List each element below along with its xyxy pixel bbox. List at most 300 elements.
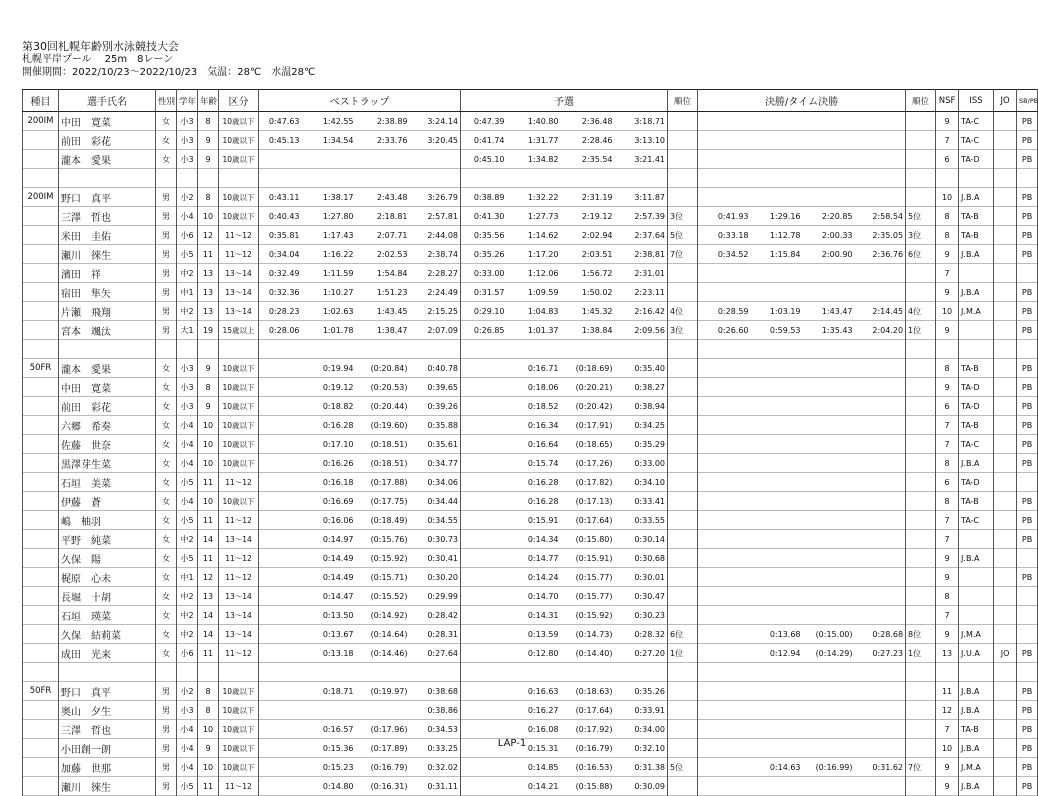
jo-cell: [994, 758, 1017, 777]
prelim-rank-cell: [668, 682, 698, 701]
bestlap-split-3: (0:15.76): [370, 534, 408, 544]
event-cell: 200IM: [23, 188, 59, 207]
bestlap-split-2: 0:14.80: [322, 781, 354, 791]
grade-cell: [177, 169, 198, 188]
bestlap-time: [410, 169, 461, 188]
sbpb-cell: [1017, 473, 1038, 492]
prelim-split-2: 1:32.22: [527, 192, 559, 202]
bestlap-time: 2:38.74: [410, 245, 461, 264]
final-time: 2:58.54: [855, 207, 906, 226]
jo-cell: [994, 226, 1017, 245]
iss-cell: J.M.A: [959, 302, 994, 321]
bestlap-time: 0:35.88: [410, 416, 461, 435]
grade-cell: 小6: [177, 226, 198, 245]
prelim-split-3: 2:36.48: [581, 116, 613, 126]
event-cell: [23, 340, 59, 359]
age-cell: 14: [198, 606, 219, 625]
jo-cell: [994, 720, 1017, 739]
name-cell: 梶原 心未: [59, 568, 156, 587]
table-row: [23, 777, 1038, 796]
category-cell: 10歳以下: [219, 150, 259, 169]
name-cell: 中田 寛菜: [59, 112, 156, 131]
prelim-time: 0:34.10: [615, 473, 668, 492]
iss-cell: J.B.A: [959, 188, 994, 207]
document-header: [22, 40, 315, 79]
final-split-1: 0:28.59: [698, 302, 751, 321]
sbpb-cell: PB: [1017, 530, 1038, 549]
prelim-split-3: (0:15.91): [575, 553, 613, 563]
bestlap-split-2: 1:42.55: [322, 116, 354, 126]
jo-cell: [994, 625, 1017, 644]
category-cell: 10歳以下: [219, 188, 259, 207]
age-cell: [198, 663, 219, 682]
name-cell: 三澤 哲也: [59, 720, 156, 739]
prelim-split-1: 0:47.39: [461, 112, 507, 131]
iss-cell: J.B.A: [959, 701, 994, 720]
final-split-2: [751, 131, 803, 150]
final-time: [855, 416, 906, 435]
prelim-split-1: [461, 378, 507, 397]
prelim-time: 0:35.26: [615, 682, 668, 701]
sbpb-cell: [1017, 340, 1038, 359]
prelim-rank-cell: [668, 169, 698, 188]
sex-cell: [156, 340, 177, 359]
nsf-cell: 9: [936, 245, 959, 264]
final-split-2: [751, 511, 803, 530]
final-time: 0:27.23: [855, 644, 906, 663]
final-split-2: [751, 606, 803, 625]
final-rank-cell: [906, 264, 936, 283]
name-cell: 野口 真平: [59, 188, 156, 207]
final-split-1: [698, 777, 751, 796]
prelim-time: [615, 340, 668, 359]
final-split-3: [803, 530, 855, 549]
name-cell: 瀧本 愛果: [59, 150, 156, 169]
bestlap-time: 0:34.77: [410, 454, 461, 473]
nsf-cell: 7: [936, 530, 959, 549]
sbpb-cell: PB: [1017, 188, 1038, 207]
bestlap-split-3: [356, 150, 410, 169]
table-row: [23, 131, 1038, 150]
iss-cell: J.B.A: [959, 777, 994, 796]
bestlap-split-2: 0:14.49: [322, 572, 354, 582]
iss-cell: TA-C: [959, 112, 994, 131]
nsf-cell: [936, 663, 959, 682]
prelim-split-2: [507, 169, 561, 188]
prelim-time: 0:30.23: [615, 606, 668, 625]
bestlap-time: [410, 663, 461, 682]
prelim-split-1: 0:26.85: [461, 321, 507, 340]
bestlap-split-3: [356, 340, 410, 359]
bestlap-split-1: [259, 435, 302, 454]
bestlap-split-1: [259, 473, 302, 492]
age-cell: 9: [198, 150, 219, 169]
grade-cell: 小5: [177, 245, 198, 264]
grade-cell: 中1: [177, 568, 198, 587]
sex-cell: 男: [156, 207, 177, 226]
event-cell: [23, 663, 59, 682]
prelim-rank-cell: 5位: [668, 226, 698, 245]
bestlap-time: 3:20.45: [410, 131, 461, 150]
category-cell: 10歳以下: [219, 492, 259, 511]
prelim-split-2: 0:15.91: [527, 515, 559, 525]
final-time: 0:31.62: [855, 758, 906, 777]
grade-cell: 小3: [177, 397, 198, 416]
iss-cell: TA-C: [959, 435, 994, 454]
final-split-3: [803, 473, 855, 492]
final-split-1: [698, 492, 751, 511]
prelim-split-1: 0:31.57: [461, 283, 507, 302]
sbpb-cell: PB: [1017, 720, 1038, 739]
grade-cell: 小4: [177, 207, 198, 226]
age-cell: 8: [198, 188, 219, 207]
bestlap-time: 0:27.64: [410, 644, 461, 663]
name-cell: 加藤 世那: [59, 758, 156, 777]
prelim-rank-cell: 3位: [668, 321, 698, 340]
nsf-cell: 9: [936, 625, 959, 644]
prelim-split-2: 1:31.77: [527, 135, 559, 145]
bestlap-time: 0:34.06: [410, 473, 461, 492]
final-rank-cell: 6位: [906, 245, 936, 264]
table-row: [23, 606, 1038, 625]
prelim-split-2: 0:16.71: [527, 363, 559, 373]
col-bestlap: ベストラップ: [259, 90, 461, 112]
name-cell: 佐藤 世奈: [59, 435, 156, 454]
age-cell: 10: [198, 454, 219, 473]
bestlap-split-1: 0:43.11: [259, 188, 302, 207]
name-cell: 中田 寛菜: [59, 378, 156, 397]
nsf-cell: 8: [936, 492, 959, 511]
final-split-2: 1:12.78: [769, 230, 801, 240]
table-row: [23, 416, 1038, 435]
prelim-rank-cell: [668, 568, 698, 587]
col-final-rank: 順位: [906, 90, 936, 112]
age-cell: 9: [198, 359, 219, 378]
final-time: [855, 131, 906, 150]
category-cell: 10歳以下: [219, 454, 259, 473]
grade-cell: 小3: [177, 131, 198, 150]
bestlap-split-1: [259, 169, 302, 188]
jo-cell: [994, 302, 1017, 321]
final-time: [855, 682, 906, 701]
final-rank-cell: [906, 473, 936, 492]
prelim-time: 0:33.41: [615, 492, 668, 511]
final-split-2: [751, 169, 803, 188]
sex-cell: 男: [156, 283, 177, 302]
final-split-1: [698, 663, 751, 682]
sex-cell: 男: [156, 739, 177, 758]
jo-cell: [994, 321, 1017, 340]
final-split-1: [698, 606, 751, 625]
prelim-rank-cell: [668, 150, 698, 169]
prelim-split-3: [561, 340, 615, 359]
prelim-split-1: [461, 492, 507, 511]
final-split-2: [751, 454, 803, 473]
bestlap-split-3: 1:38.47: [376, 325, 408, 335]
bestlap-split-2: 0:18.82: [322, 401, 354, 411]
bestlap-split-3: (0:16.31): [370, 781, 408, 791]
grade-cell: 小5: [177, 473, 198, 492]
final-split-1: [698, 340, 751, 359]
nsf-cell: 8: [936, 454, 959, 473]
final-split-2: [751, 777, 803, 796]
iss-cell: TA-B: [959, 416, 994, 435]
prelim-split-3: (0:15.88): [575, 781, 613, 791]
sex-cell: 男: [156, 682, 177, 701]
nsf-cell: 8: [936, 226, 959, 245]
age-cell: 11: [198, 777, 219, 796]
category-cell: 10歳以下: [219, 739, 259, 758]
bestlap-time: 0:30.73: [410, 530, 461, 549]
final-rank-cell: [906, 435, 936, 454]
prelim-split-3: (0:15.77): [575, 591, 613, 601]
sex-cell: 男: [156, 245, 177, 264]
jo-cell: [994, 397, 1017, 416]
sbpb-cell: [1017, 264, 1038, 283]
prelim-split-2: 1:14.62: [527, 230, 559, 240]
bestlap-split-2: 1:27.80: [322, 211, 354, 221]
final-split-2: 0:59.53: [769, 325, 801, 335]
prelim-time: 0:33.55: [615, 511, 668, 530]
prelim-rank-cell: [668, 264, 698, 283]
final-split-3: 2:20.85: [821, 211, 853, 221]
table-row: [23, 112, 1038, 131]
prelim-split-1: [461, 530, 507, 549]
sbpb-cell: PB: [1017, 207, 1038, 226]
grade-cell: 中2: [177, 606, 198, 625]
final-split-2: 0:14.63: [769, 762, 801, 772]
prelim-time: 0:27.20: [615, 644, 668, 663]
bestlap-time: 0:28.31: [410, 625, 461, 644]
prelim-rank-cell: [668, 587, 698, 606]
bestlap-split-2: 0:16.26: [322, 458, 354, 468]
final-split-3: [803, 568, 855, 587]
event-cell: [23, 283, 59, 302]
sbpb-cell: PB: [1017, 568, 1038, 587]
prelim-split-2: 0:14.70: [527, 591, 559, 601]
age-cell: 10: [198, 758, 219, 777]
final-split-2: 1:29.16: [769, 211, 801, 221]
jo-cell: [994, 568, 1017, 587]
prelim-split-2: 0:16.34: [527, 420, 559, 430]
prelim-split-1: [461, 473, 507, 492]
bestlap-split-2: 1:17.43: [322, 230, 354, 240]
iss-cell: TA-C: [959, 131, 994, 150]
sbpb-cell: PB: [1017, 302, 1038, 321]
category-cell: [219, 169, 259, 188]
final-split-2: [751, 378, 803, 397]
final-split-2: 0:13.68: [769, 629, 801, 639]
final-rank-cell: [906, 283, 936, 302]
bestlap-split-3: (0:20.84): [370, 363, 408, 373]
event-cell: [23, 777, 59, 796]
final-time: [855, 587, 906, 606]
event-cell: [23, 587, 59, 606]
final-split-1: [698, 416, 751, 435]
final-split-1: [698, 359, 751, 378]
final-split-1: [698, 720, 751, 739]
final-rank-cell: 7位: [906, 758, 936, 777]
prelim-rank-cell: 4位: [668, 302, 698, 321]
grade-cell: 中2: [177, 587, 198, 606]
nsf-cell: 10: [936, 188, 959, 207]
category-cell: 10歳以下: [219, 397, 259, 416]
final-rank-cell: [906, 511, 936, 530]
jo-cell: [994, 359, 1017, 378]
nsf-cell: 7: [936, 511, 959, 530]
bestlap-split-2: 1:10.27: [322, 287, 354, 297]
name-cell: 小田創一朗: [59, 739, 156, 758]
final-split-1: [698, 511, 751, 530]
nsf-cell: 6: [936, 397, 959, 416]
jo-cell: [994, 264, 1017, 283]
name-cell: [59, 169, 156, 188]
final-split-3: [803, 682, 855, 701]
final-split-2: [751, 150, 803, 169]
age-cell: 13: [198, 587, 219, 606]
category-cell: 10歳以下: [219, 131, 259, 150]
bestlap-split-2: 1:01.78: [322, 325, 354, 335]
prelim-split-3: 1:50.02: [581, 287, 613, 297]
jo-cell: [994, 283, 1017, 302]
jo-cell: [994, 682, 1017, 701]
sex-cell: 男: [156, 302, 177, 321]
final-split-3: [803, 720, 855, 739]
final-split-2: [751, 549, 803, 568]
bestlap-split-1: 0:35.81: [259, 226, 302, 245]
bestlap-time: 0:38.86: [410, 701, 461, 720]
final-rank-cell: 1位: [906, 644, 936, 663]
bestlap-split-2: [302, 340, 356, 359]
iss-cell: J.B.A: [959, 682, 994, 701]
prelim-split-1: [461, 777, 507, 796]
table-row: [23, 720, 1038, 739]
grade-cell: 中2: [177, 625, 198, 644]
jo-cell: [994, 473, 1017, 492]
event-cell: [23, 207, 59, 226]
bestlap-split-1: 0:40.43: [259, 207, 302, 226]
results-table: [22, 89, 1038, 796]
category-cell: 13～14: [219, 264, 259, 283]
grade-cell: 中2: [177, 302, 198, 321]
bestlap-time: 0:29.99: [410, 587, 461, 606]
prelim-rank-cell: [668, 606, 698, 625]
category-cell: 13～14: [219, 283, 259, 302]
bestlap-split-1: 0:32.36: [259, 283, 302, 302]
final-time: [855, 112, 906, 131]
prelim-split-1: [461, 644, 507, 663]
prelim-split-1: [461, 625, 507, 644]
prelim-split-2: 1:01.37: [527, 325, 559, 335]
final-split-3: [803, 606, 855, 625]
sex-cell: 男: [156, 701, 177, 720]
sbpb-cell: PB: [1017, 359, 1038, 378]
final-split-1: [698, 625, 751, 644]
final-split-2: [751, 492, 803, 511]
prelim-split-3: 1:56.72: [581, 268, 613, 278]
nsf-cell: [936, 169, 959, 188]
category-cell: 10歳以下: [219, 682, 259, 701]
sbpb-cell: PB: [1017, 701, 1038, 720]
iss-cell: [959, 340, 994, 359]
grade-cell: 小3: [177, 112, 198, 131]
name-cell: 米田 圭佑: [59, 226, 156, 245]
nsf-cell: 11: [936, 682, 959, 701]
prelim-split-2: 0:16.08: [527, 724, 559, 734]
sex-cell: 女: [156, 473, 177, 492]
prelim-time: 3:13.10: [615, 131, 668, 150]
category-cell: 13～14: [219, 625, 259, 644]
bestlap-split-2: 0:15.23: [322, 762, 354, 772]
event-cell: [23, 492, 59, 511]
event-cell: [23, 473, 59, 492]
table-row: [23, 264, 1038, 283]
prelim-time: 2:57.39: [615, 207, 668, 226]
sbpb-cell: PB: [1017, 454, 1038, 473]
iss-cell: J.U.A: [959, 644, 994, 663]
prelim-split-2: 0:14.85: [527, 762, 559, 772]
bestlap-split-1: [259, 606, 302, 625]
prelim-time: 0:34.25: [615, 416, 668, 435]
bestlap-split-2: [302, 663, 356, 682]
prelim-split-1: 0:38.89: [461, 188, 507, 207]
bestlap-time: 0:34.44: [410, 492, 461, 511]
bestlap-split-3: 2:33.76: [376, 135, 408, 145]
jo-cell: [994, 435, 1017, 454]
prelim-split-2: 0:14.77: [527, 553, 559, 563]
sex-cell: 女: [156, 568, 177, 587]
category-cell: 13～14: [219, 606, 259, 625]
prelim-rank-cell: [668, 340, 698, 359]
event-cell: [23, 169, 59, 188]
name-cell: 平野 純菜: [59, 530, 156, 549]
bestlap-split-3: (0:15.92): [370, 553, 408, 563]
age-cell: 8: [198, 112, 219, 131]
final-rank-cell: 1位: [906, 321, 936, 340]
iss-cell: J.B.A: [959, 739, 994, 758]
final-rank-cell: [906, 777, 936, 796]
prelim-split-3: [561, 663, 615, 682]
final-split-2: 0:12.94: [769, 648, 801, 658]
category-cell: 10歳以下: [219, 758, 259, 777]
bestlap-split-3: (0:17.75): [370, 496, 408, 506]
sbpb-cell: [1017, 606, 1038, 625]
bestlap-time: 0:33.25: [410, 739, 461, 758]
bestlap-split-3: (0:14.64): [370, 629, 408, 639]
final-rank-cell: [906, 397, 936, 416]
event-cell: [23, 131, 59, 150]
final-split-3: [803, 359, 855, 378]
final-rank-cell: [906, 188, 936, 207]
spacer-row: [23, 340, 1038, 359]
age-cell: [198, 340, 219, 359]
final-time: [855, 340, 906, 359]
bestlap-split-2: 0:13.67: [322, 629, 354, 639]
final-time: [855, 473, 906, 492]
age-cell: 12: [198, 568, 219, 587]
page-footer: LAP-1: [497, 738, 527, 749]
meet-title: 第30回札幌年齢別水泳競技大会: [22, 40, 179, 53]
event-cell: [23, 416, 59, 435]
iss-cell: [959, 530, 994, 549]
final-rank-cell: [906, 150, 936, 169]
event-cell: [23, 264, 59, 283]
bestlap-split-2: 0:13.50: [322, 610, 354, 620]
bestlap-split-3: (0:20.53): [370, 382, 408, 392]
table-row: [23, 492, 1038, 511]
col-prelim: 予選: [461, 90, 668, 112]
age-cell: 11: [198, 644, 219, 663]
